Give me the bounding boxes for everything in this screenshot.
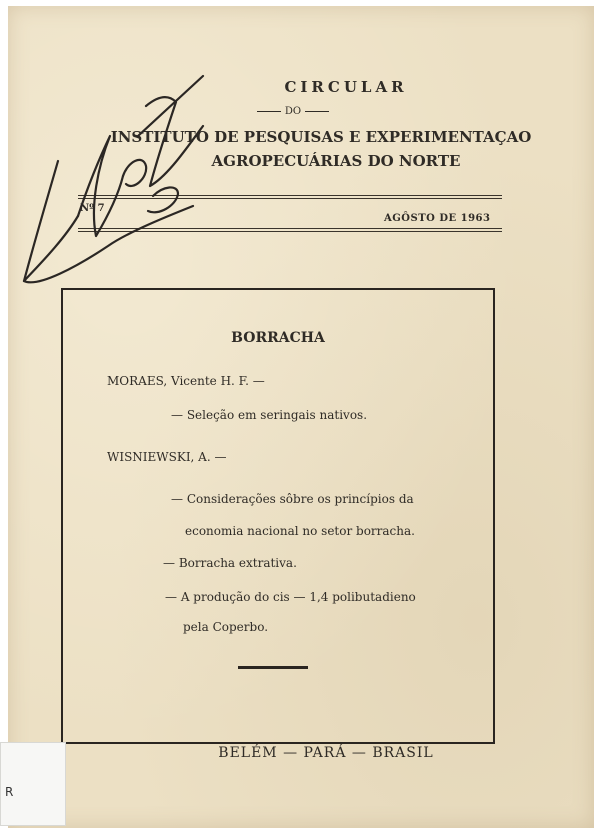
institute-name-line1: INSTITUTO DE PESQUISAS E EXPERIMENTAÇAO (110, 128, 532, 146)
author-wisniewski: WISNIEWSKI, A. — (107, 450, 227, 464)
issue-number: Nº 7 (80, 203, 105, 214)
do-label: DO (243, 106, 343, 117)
work-borracha-extrativa: — Borracha extrativa. (163, 556, 297, 570)
work-producao-line2: pela Coperbo. (183, 620, 269, 634)
circular-heading: CIRCULAR (284, 78, 408, 96)
document-cover (5, 6, 594, 828)
work-selecao-seringais: — Seleção em seringais nativos. (171, 408, 368, 422)
handwritten-signature (18, 66, 218, 296)
contents-box (61, 288, 495, 744)
work-consideracoes-line1: — Considerações sôbre os princípios da (171, 492, 414, 506)
sticker-text: R (5, 785, 14, 799)
institute-name-line2: AGROPECUÁRIAS DO NORTE (211, 152, 461, 170)
work-consideracoes-line2: economia nacional no setor borracha. (185, 524, 415, 538)
publication-place: BELÉM — PARÁ — BRASIL (218, 745, 434, 761)
library-label-sticker (0, 742, 66, 826)
author-moraes: MORAES, Vicente H. F. — (107, 374, 265, 388)
work-producao-line1: — A produção do cis — 1,4 polibutadieno (165, 590, 416, 604)
issue-date: AGÔSTO DE 1963 (384, 213, 491, 224)
contents-separator (238, 666, 308, 669)
contents-title: BORRACHA (231, 330, 325, 346)
